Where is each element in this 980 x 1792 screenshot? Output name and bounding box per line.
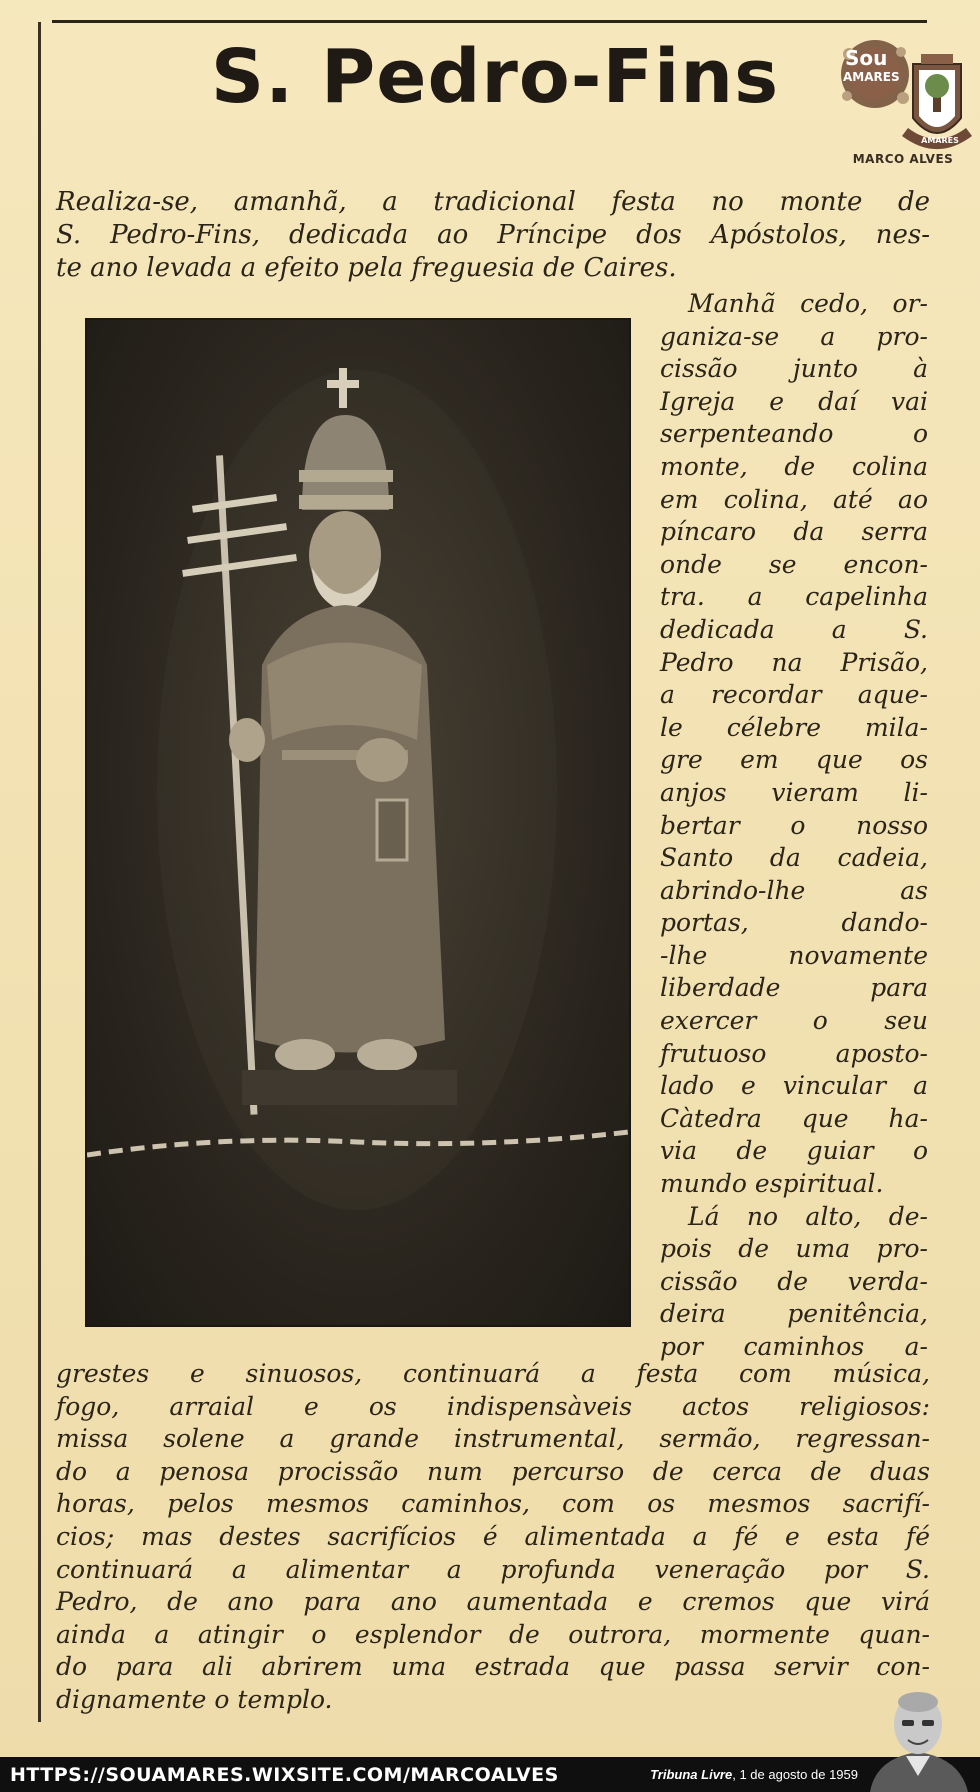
column-line: gre em que os	[660, 745, 928, 775]
logo-text-top: Sou	[845, 46, 888, 70]
column-line: monte, de colina	[660, 451, 928, 481]
column-line: deira penitência,	[660, 1299, 928, 1329]
logo-text-bottom: AMARES	[843, 70, 900, 84]
body-line: do a penosa procissão num percurso de cerca de duas	[56, 1456, 930, 1486]
column-line: píncaro da serra	[660, 517, 928, 547]
column-line: via de guiar o	[660, 1136, 928, 1166]
source-date: , 1 de agosto de 1959	[732, 1767, 858, 1782]
column-line: tra. a capelinha	[660, 582, 928, 612]
author-portrait	[862, 1680, 974, 1792]
column-line: mundo espiritual.	[660, 1169, 884, 1199]
body-line: missa solene a grande instrumental, sermão, regressan-	[56, 1424, 930, 1454]
column-line: Manhã cedo, or-	[688, 289, 928, 318]
column-line: bertar o nosso	[660, 810, 928, 840]
column-line: cissão de verda-	[660, 1266, 928, 1296]
column-line: Igreja e daí vai	[660, 386, 928, 416]
column-line: a recordar aque-	[660, 680, 928, 710]
column-line: Lá no alto, de-	[688, 1201, 928, 1231]
body-line: cios; mas destes sacrifícios é alimentada a fé e esta fé	[56, 1521, 930, 1551]
column-line: serpenteando o	[660, 419, 928, 449]
column-line: pois de uma pro-	[660, 1234, 928, 1264]
website-link[interactable]: HTTPS://SOUAMARES.WIXSITE.COM/MARCOALVES	[10, 1764, 559, 1786]
column-line: le célebre mila-	[660, 712, 928, 742]
column-line: frutuoso aposto-	[660, 1038, 928, 1068]
lead-paragraph	[56, 186, 930, 285]
column-line: Pedro na Prisão,	[660, 647, 928, 677]
saint-peter-statue-photo	[85, 318, 631, 1327]
column-line: cissão junto à	[660, 354, 928, 384]
column-line: abrindo-lhe as	[660, 875, 928, 905]
right-column-text	[660, 288, 928, 1364]
column-line: ganiza-se a pro-	[660, 321, 928, 351]
headline: S. Pedro-Fins	[210, 34, 780, 120]
column-line: dedicada a S.	[660, 614, 928, 644]
lead-line: S. Pedro-Fins, dedicada ao Príncipe dos Apóstolos, nes-	[56, 220, 930, 250]
column-line: por caminhos a-	[660, 1332, 928, 1361]
source-publication: Tribuna Livre	[650, 1767, 733, 1782]
top-rule	[52, 20, 927, 23]
column-line: onde se encon-	[660, 549, 928, 579]
column-line: anjos vieram li-	[660, 777, 928, 807]
column-line: em colina, até ao	[660, 484, 928, 514]
body-line: horas, pelos mesmos caminhos, com os mesmos sacrifí-	[56, 1489, 930, 1519]
column-line: lado e vincular a	[660, 1071, 928, 1101]
body-line: Pedro, de ano para ano aumentada e cremos que virá	[56, 1587, 930, 1617]
lead-line: te ano levada a efeito pela freguesia de Caires.	[56, 253, 677, 283]
logo-author: MARCO ALVES	[852, 152, 954, 166]
source-citation	[560, 1760, 858, 1790]
body-line: do para ali abrirem uma estrada que passa servir con-	[56, 1652, 930, 1682]
logo-seal-text: AMARES	[921, 136, 959, 145]
column-line: Càtedra que ha-	[660, 1103, 928, 1133]
column-line: Santo da cadeia,	[660, 843, 928, 873]
body-line: fogo, arraial e os indispensàveis actos religiosos:	[56, 1391, 930, 1421]
portrait-graphic	[862, 1680, 974, 1792]
column-line: -lhe novamente	[660, 940, 928, 970]
sou-amares-logo[interactable]	[835, 36, 973, 168]
bottom-paragraph	[56, 1358, 930, 1717]
lead-line: Realiza-se, amanhã, a tradicional festa no monte de	[56, 187, 930, 217]
body-line: dignamente o templo.	[56, 1684, 333, 1714]
body-line: grestes e sinuosos, continuará a festa com música,	[56, 1359, 930, 1388]
column-line: portas, dando-	[660, 908, 928, 938]
column-line: liberdade para	[660, 973, 928, 1003]
statue-illustration	[87, 320, 629, 1325]
body-line: ainda a atingir o esplendor de outrora, mormente quan-	[56, 1619, 930, 1649]
left-column-rule	[38, 22, 41, 1722]
body-line: continuará a alimentar a profunda veneração por S.	[56, 1554, 930, 1584]
column-line: exercer o seu	[660, 1006, 928, 1036]
